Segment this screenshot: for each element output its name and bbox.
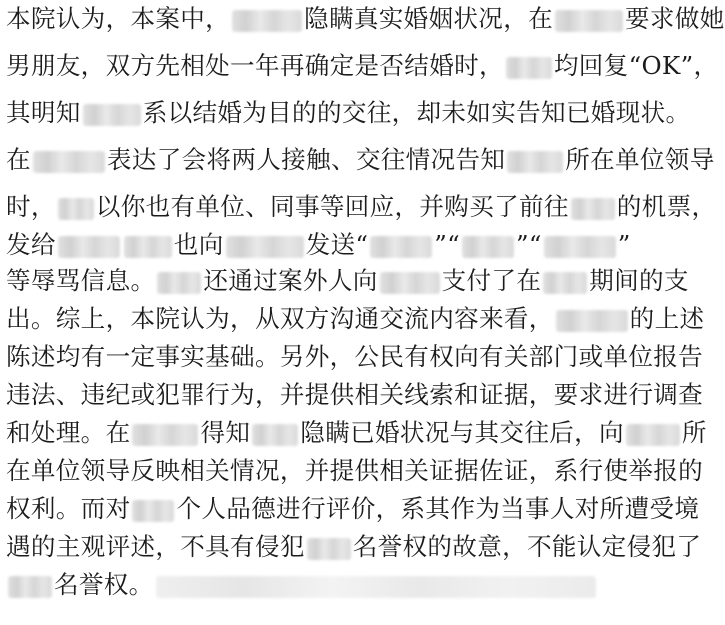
- text-segment: 在单位领导反映相关情况，并提供相关证据佐证，系行使举报的: [6, 456, 704, 485]
- redacted-name: [83, 104, 141, 126]
- redacted-name: [506, 57, 552, 79]
- text-segment: 要求做她: [625, 4, 725, 33]
- text-segment: 个人品德进行评价，系其作为当事人对所遭受境: [176, 494, 700, 523]
- redacted-name: [226, 236, 304, 258]
- text-segment: 时，: [6, 192, 56, 221]
- text-line: [6, 190, 716, 224]
- text-segment: 还通过案外人向: [203, 266, 378, 295]
- text-segment: 和处理。在: [6, 418, 131, 447]
- redacted-name: [252, 424, 298, 446]
- text-line: [6, 228, 631, 262]
- text-segment: 权利。而对: [6, 494, 131, 523]
- redacted-name: [555, 10, 623, 32]
- redacted-text: [156, 576, 596, 598]
- text-segment: 名誉权的故意，不能认定侵犯了: [352, 532, 702, 561]
- redacted-name: [307, 538, 351, 560]
- text-segment: 也向: [173, 230, 224, 259]
- text-segment: 表达了会将两人接触、交往情况告知: [106, 145, 506, 174]
- text-segment: 的机票，: [616, 192, 717, 221]
- redacted-place: [571, 198, 615, 220]
- text-line: [6, 492, 699, 526]
- text-segment: 发给: [6, 230, 56, 259]
- text-line: [6, 143, 715, 177]
- text-line: [6, 49, 718, 83]
- text-segment: ”: [617, 230, 631, 259]
- text-segment: 的上述: [629, 304, 705, 333]
- text-segment: 遇的主观评述，不具有侵犯: [6, 532, 305, 561]
- text-segment: 系以结婚为目的的交往，却未如实告知已婚现状。: [142, 98, 691, 127]
- redacted-insult: [544, 236, 616, 258]
- text-segment: 其明知: [6, 98, 81, 127]
- redacted-name: [380, 272, 440, 294]
- text-segment: 所在单位领导: [565, 145, 715, 174]
- text-line: [6, 378, 703, 412]
- text-line: [6, 454, 703, 488]
- text-segment: 等辱骂信息。: [6, 266, 156, 295]
- text-segment: 均回复“OK”，: [553, 51, 719, 80]
- redacted-place: [543, 272, 587, 294]
- text-segment: 在: [6, 145, 31, 174]
- text-segment: 隐瞒已婚状况与其交往后，向: [300, 418, 624, 447]
- text-segment: 出。综上，本院认为，从双方沟通交流内容来看，: [6, 304, 554, 333]
- text-segment: ”“: [516, 230, 542, 259]
- redacted-name: [58, 236, 120, 258]
- text-segment: 名誉权。: [54, 570, 154, 599]
- text-segment: 男朋友，双方先相处一年再确定是否结婚时，: [6, 51, 504, 80]
- text-line: [6, 302, 704, 336]
- redacted-name: [556, 310, 628, 332]
- text-line: [6, 416, 707, 450]
- redacted-insult: [462, 236, 514, 258]
- text-line: [6, 568, 598, 602]
- text-segment: ”“: [434, 230, 461, 259]
- text-line: [6, 264, 689, 298]
- redacted-text: [124, 236, 172, 258]
- redacted-name: [8, 576, 52, 598]
- redacted-name: [232, 10, 302, 32]
- text-line: [6, 340, 703, 374]
- text-segment: 期间的支: [589, 266, 689, 295]
- text-line: [6, 2, 725, 36]
- text-segment: 陈述均有一定事实基础。另外，公民有权向有关部门或单位报告: [6, 342, 704, 371]
- text-segment: 所: [681, 418, 707, 447]
- redacted-name: [132, 424, 198, 446]
- redacted-name: [33, 151, 105, 173]
- redacted-name: [507, 151, 563, 173]
- redacted-name: [157, 272, 201, 294]
- text-segment: 得知: [200, 418, 251, 447]
- text-segment: 发送“: [305, 230, 369, 259]
- text-line: [6, 530, 701, 564]
- text-line: [6, 96, 690, 130]
- text-segment: 本院认为，本案中，: [6, 4, 231, 33]
- redacted-name: [132, 500, 174, 522]
- text-segment: 以你也有单位、同事等回应，并购买了前往: [95, 192, 569, 221]
- text-segment: 支付了在: [441, 266, 542, 295]
- text-segment: 违法、违纪或犯罪行为，并提供相关线索和证据，要求进行调查: [6, 380, 704, 409]
- redacted-name: [626, 424, 680, 446]
- redacted-name: [58, 198, 94, 220]
- redacted-insult: [370, 236, 432, 258]
- text-segment: 隐瞒真实婚姻状况，在: [304, 4, 553, 33]
